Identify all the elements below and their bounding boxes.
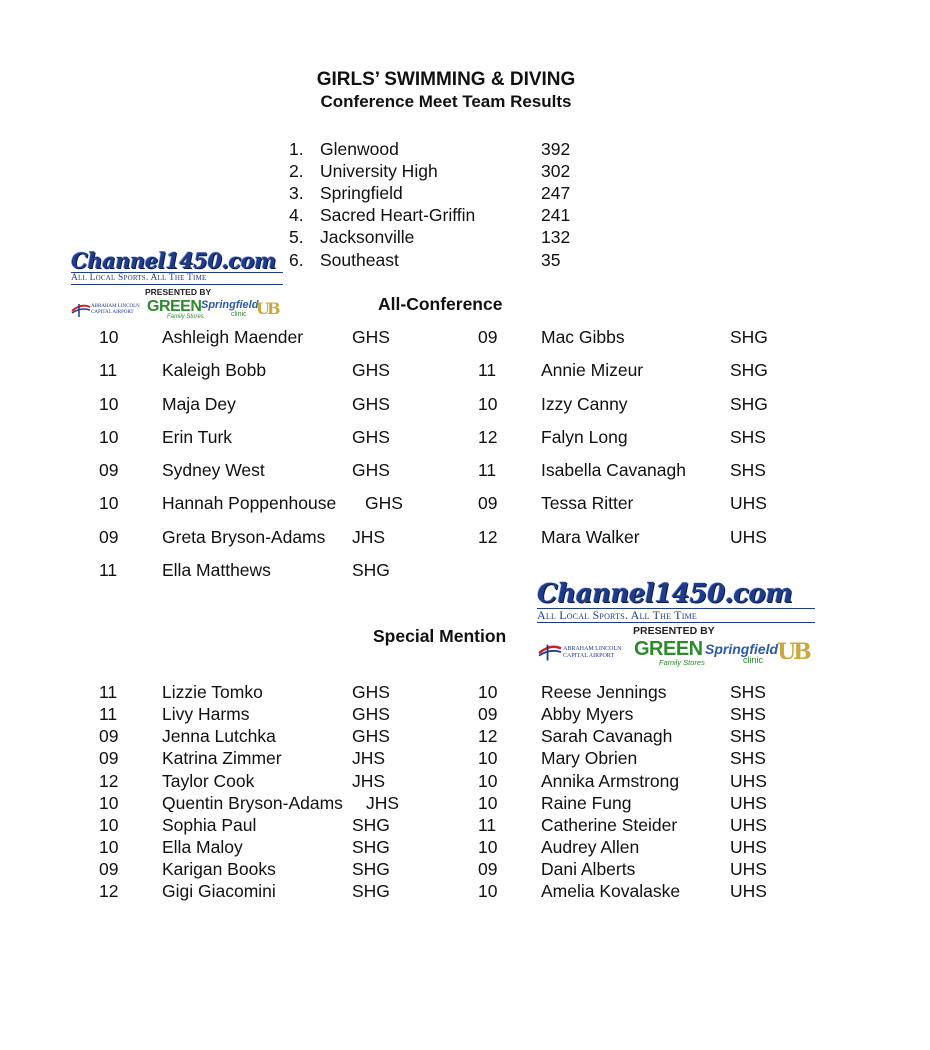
swimmer-name: Ashleigh Maender xyxy=(162,327,304,347)
school: UHS xyxy=(730,793,767,813)
grade: 09 xyxy=(478,704,498,724)
school: UHS xyxy=(730,837,767,857)
school: UHS xyxy=(730,881,767,901)
grade: 10 xyxy=(478,771,498,791)
team-points: 241 xyxy=(541,205,571,225)
swimmer-name: Greta Bryson-Adams xyxy=(162,527,326,547)
grade: 09 xyxy=(99,748,119,768)
swimmer-name: Lizzie Tomko xyxy=(162,682,263,702)
school: GHS xyxy=(352,726,390,746)
airport-name: ABRAHAM LINCOLN CAPITAL AIRPORT xyxy=(91,304,140,315)
grade: 09 xyxy=(99,460,119,480)
swimmer-name: Erin Turk xyxy=(162,427,233,447)
school: GHS xyxy=(365,493,403,513)
school: SHS xyxy=(730,726,766,746)
swimmer-name: Mac Gibbs xyxy=(541,327,625,347)
grade: 09 xyxy=(99,527,119,547)
team-name: Southeast xyxy=(320,250,399,270)
grade: 09 xyxy=(478,859,498,879)
grade: 10 xyxy=(99,793,119,813)
ub-logo: UB xyxy=(777,639,809,665)
grade: 11 xyxy=(99,360,118,380)
school: SHG xyxy=(352,881,390,901)
channel1450-logo xyxy=(537,581,815,667)
team-rank: 1. xyxy=(289,139,304,159)
swimmer-name: Mary Obrien xyxy=(541,748,638,768)
school: JHS xyxy=(352,748,386,768)
swimmer-name: Audrey Allen xyxy=(541,837,640,857)
swimmer-name: Ella Maloy xyxy=(162,837,243,857)
school: JHS xyxy=(352,527,386,547)
team-rank: 3. xyxy=(289,183,304,203)
swimmer-name: Reese Jennings xyxy=(541,682,667,702)
school: SHG xyxy=(352,815,390,835)
school: GHS xyxy=(352,360,390,380)
swimmer-name: Livy Harms xyxy=(162,704,250,724)
grade: 10 xyxy=(99,493,119,513)
clinic-sub: clinic xyxy=(743,655,764,665)
grade: 12 xyxy=(478,726,498,746)
swimmer-name: Ella Matthews xyxy=(162,560,271,580)
grade: 10 xyxy=(478,394,498,414)
grade: 10 xyxy=(478,682,498,702)
green-logo: GREEN xyxy=(147,298,202,315)
grade: 10 xyxy=(99,427,119,447)
logo-tagline: All Local Sports. All The Time xyxy=(537,608,815,623)
grade: 11 xyxy=(478,460,497,480)
sponsor-logos xyxy=(71,299,283,321)
swimmer-name: Mara Walker xyxy=(541,527,640,547)
school: SHS xyxy=(730,427,766,447)
swimmer-name: Sarah Cavanagh xyxy=(541,726,673,746)
school: UHS xyxy=(730,493,767,513)
grade: 11 xyxy=(99,704,118,724)
school: JHS xyxy=(352,771,386,791)
grade: 12 xyxy=(478,427,498,447)
grade: 10 xyxy=(478,748,498,768)
grade: 10 xyxy=(478,837,498,857)
team-points: 392 xyxy=(541,139,571,159)
team-name: University High xyxy=(320,161,438,181)
grade: 11 xyxy=(99,560,118,580)
team-rank: 2. xyxy=(289,161,304,181)
grade: 11 xyxy=(99,682,118,702)
team-points: 35 xyxy=(541,250,561,270)
school: SHS xyxy=(730,748,766,768)
swimmer-name: Hannah Poppenhouse xyxy=(162,493,337,513)
school: SHS xyxy=(730,460,766,480)
team-points: 132 xyxy=(541,227,571,247)
school: SHG xyxy=(730,360,768,380)
swimmer-name: Annika Armstrong xyxy=(541,771,680,791)
school: SHS xyxy=(730,704,766,724)
school: UHS xyxy=(730,859,767,879)
grade: 10 xyxy=(99,815,119,835)
swimmer-name: Catherine Steider xyxy=(541,815,678,835)
logo-brand: Channel1450.com xyxy=(71,248,276,273)
swimmer-name: Falyn Long xyxy=(541,427,628,447)
airport-logo xyxy=(537,641,629,665)
team-name: Sacred Heart-Griffin xyxy=(320,205,476,225)
logo-presented-by: PRESENTED BY xyxy=(145,287,212,297)
grade: 11 xyxy=(478,360,497,380)
clinic-sub: clinic xyxy=(231,311,247,318)
grade: 10 xyxy=(99,837,119,857)
school: SHG xyxy=(730,394,768,414)
swimmer-name: Jenna Lutchka xyxy=(162,726,276,746)
green-sub: Family Stores xyxy=(167,314,204,320)
grade: 09 xyxy=(478,327,498,347)
channel1450-logo xyxy=(71,250,283,321)
grade: 10 xyxy=(478,881,498,901)
plane-icon xyxy=(537,641,563,663)
team-points: 247 xyxy=(541,183,571,203)
swimmer-name: Raine Fung xyxy=(541,793,632,813)
school: GHS xyxy=(352,682,390,702)
grade: 12 xyxy=(478,527,498,547)
grade: 12 xyxy=(99,771,119,791)
swimmer-name: Kaleigh Bobb xyxy=(162,360,267,380)
grade: 10 xyxy=(99,394,119,414)
team-points: 302 xyxy=(541,161,571,181)
swimmer-name: Amelia Kovalaske xyxy=(541,881,681,901)
grade: 09 xyxy=(99,859,119,879)
school: GHS xyxy=(352,460,390,480)
school: GHS xyxy=(352,427,390,447)
team-rank: 6. xyxy=(289,250,304,270)
swimmer-name: Sophia Paul xyxy=(162,815,257,835)
school: UHS xyxy=(730,815,767,835)
swimmer-name: Maja Dey xyxy=(162,394,236,414)
school: GHS xyxy=(352,327,390,347)
logo-brand: Channel1450.com xyxy=(537,579,793,609)
swimmer-name: Karigan Books xyxy=(162,859,276,879)
green-sub: Family Stores xyxy=(659,658,705,667)
page-subtitle: Conference Meet Team Results xyxy=(320,92,572,111)
team-name: Springfield xyxy=(320,183,403,203)
swimmer-name: Izzy Canny xyxy=(541,394,628,414)
school: SHG xyxy=(352,560,390,580)
school: UHS xyxy=(730,527,767,547)
grade: 09 xyxy=(99,726,119,746)
school: UHS xyxy=(730,771,767,791)
team-name: Jacksonville xyxy=(320,227,415,247)
school: SHG xyxy=(352,837,390,857)
school: JHS xyxy=(366,793,400,813)
springfield-clinic-logo: Springfield xyxy=(201,299,259,311)
grade: 12 xyxy=(99,881,119,901)
swimmer-name: Dani Alberts xyxy=(541,859,636,879)
team-rank: 4. xyxy=(289,205,304,225)
logo-presented-by: PRESENTED BY xyxy=(633,625,715,637)
grade: 10 xyxy=(478,793,498,813)
ub-logo: UB xyxy=(256,299,278,318)
green-logo: GREEN xyxy=(634,638,703,660)
swimmer-name: Isabella Cavanagh xyxy=(541,460,686,480)
sponsor-logos xyxy=(537,639,815,667)
airport-name: ABRAHAM LINCOLN CAPITAL AIRPORT xyxy=(563,646,622,659)
swimmer-name: Gigi Giacomini xyxy=(162,881,276,901)
swimmer-name: Abby Myers xyxy=(541,704,634,724)
springfield-clinic-logo: Springfield xyxy=(705,641,779,657)
school: GHS xyxy=(352,394,390,414)
team-name: Glenwood xyxy=(320,139,399,159)
grade: 09 xyxy=(478,493,498,513)
airport-logo xyxy=(71,301,141,319)
grade: 11 xyxy=(478,815,497,835)
swimmer-name: Quentin Bryson-Adams xyxy=(162,793,343,813)
logo-tagline: All Local Sports. All The Time xyxy=(71,272,283,285)
swimmer-name: Annie Mizeur xyxy=(541,360,644,380)
swimmer-name: Katrina Zimmer xyxy=(162,748,282,768)
school: SHG xyxy=(730,327,768,347)
swimmer-name: Tessa Ritter xyxy=(541,493,634,513)
swimmer-name: Sydney West xyxy=(162,460,265,480)
team-rank: 5. xyxy=(289,227,304,247)
page-title: GIRLS’ SWIMMING & DIVING xyxy=(316,69,576,90)
school: SHS xyxy=(730,682,766,702)
school: GHS xyxy=(352,704,390,724)
all-conference-heading: All-Conference xyxy=(378,294,503,314)
swimmer-name: Taylor Cook xyxy=(162,771,255,791)
grade: 10 xyxy=(99,327,119,347)
special-mention-heading: Special Mention xyxy=(373,626,507,646)
school: SHG xyxy=(352,859,390,879)
plane-icon xyxy=(71,301,91,319)
